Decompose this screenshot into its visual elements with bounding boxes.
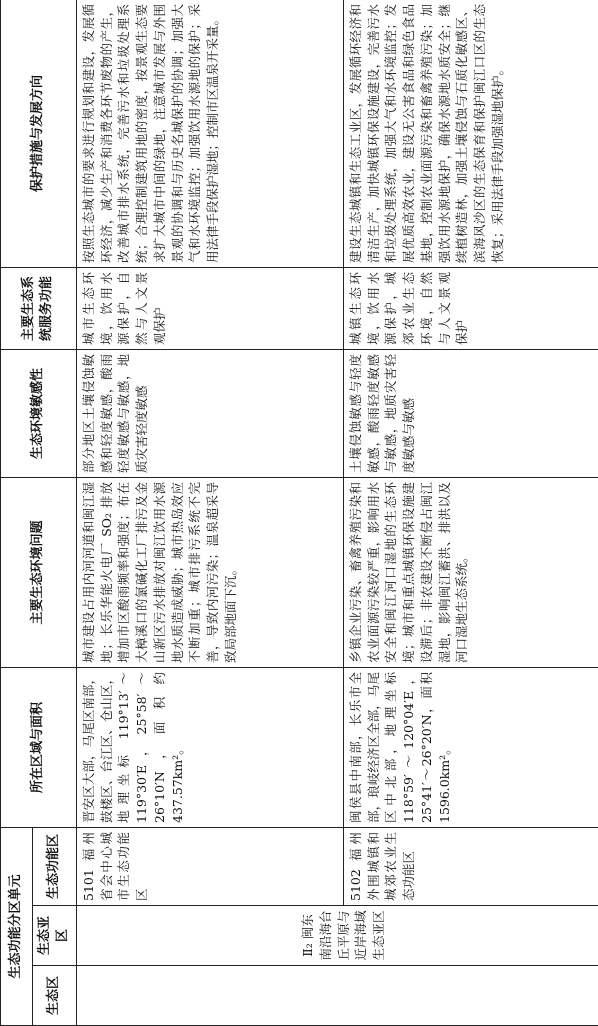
measures-cell: 按照生态城市的要求进行规划和建设，发展循环经济，减少生产和消费各环节废物的产生，改善城市排水系统，完善污水和垃圾处理系统；合理控制建筑用地的密度，按景观生态要求扩大城市中间的绿地，注意城市发展与外围景观的协调和与历史名城保护的协调；加强大气和水环境监控；加强饮用水源地的保护；采用法律手段保护湿地；控制市区温泉开采量。 (76, 0, 343, 268)
region-cell (76, 966, 598, 1026)
header-problems: 主要生态环境问题 (1, 478, 77, 668)
header-services: 主要生态系统服务功能 (1, 268, 77, 350)
header-region: 生态区 (33, 966, 77, 1026)
subregion-name: Ⅱ₂ 闽东南沿海台丘平原与近岸海域生态亚区 (300, 910, 387, 961)
header-unit: 生态功能分区单元 (1, 828, 33, 1026)
measures-cell: 建设生态城镇和生态工业区，发展循环经济和清洁生产，加快城镇环保设施建设，完善污水和垃圾处理系统，加强大气和水环境监控；发展优质高效农业，建设无公害食品和绿色食品基地，控制农业面源污染和畜禽养殖污染；加强饮用水源地保护，确保水源地水质安全；继续植树造林，加强土壤侵蚀与石质化敏感区、滨海风沙区的生态保育和保护闽江口区的生态恢复；采用法律手段加强湿地保护。 (343, 0, 598, 268)
problems-cell: 乡镇企业污染、畜禽养殖污染和农业面源污染较严重，影响用水安全和闽江河口湿地的生态环境；城市和重点城镇环保设施建设滞后；非农建设不断侵占闽江湿地，影响闽江蓄洪、排洪以及河口湿地生态系统。 (343, 478, 598, 668)
location-cell: 晋安区大部，马尾区南部，鼓楼区、台江区、仓山区，地理坐标 119°13′～119°30′E，25°58′～26°10′N，面积约437.57km²。 (76, 668, 343, 828)
header-location: 所在区域与面积 (1, 668, 77, 828)
header-measures: 保护措施与发展方向 (1, 0, 77, 268)
subregion-cell (76, 906, 598, 966)
sensitivity-cell: 土壤侵蚀敏感与轻度敏感，酸雨轻度敏感与敏感，地质灾害轻度敏感与敏感 (343, 350, 598, 478)
table-row (343, 0, 598, 1026)
header-subregion: 生态亚区 (33, 906, 77, 966)
services-cell: 城镇生态环境，饮用水源保护，城郊农业生态环境，自然与人文景观保护 (343, 268, 598, 350)
location-cell: 闽侯县中南部，长乐市全部，琅岐经济区全部，马尾区中北部，地理坐标 118°59′～120°04′E，25°41′～26°20′N，面积1596.0km²。 (343, 668, 598, 828)
zone-cell: 5101 福州省会中心城市生态功能区 (76, 828, 343, 906)
header-sensitivity: 生态环境敏感性 (1, 350, 77, 478)
sensitivity-cell: 部分地区土壤侵蚀敏感和轻度敏感，酸雨轻度敏感与敏感，地质灾害轻度敏感 (76, 350, 343, 478)
services-cell: 城市生态环境，饮用水源保护，自然与人文景观保护 (76, 268, 343, 350)
table-row (76, 0, 343, 1026)
header-zone: 生态功能区 (33, 828, 77, 906)
problems-cell: 城市建设占用内河河道和闽江湿地；长乐华能火电厂 SO₂ 排放增加市区酸雨频率和强度；布在大樟溪口的氯碱化工厂排污及金山新区污水排放对闽江饮用水源地水质造成威胁；城市热岛效应不断加重；城市排污系统不完善，导致内河污染；温泉超采导致局部地面下沉。 (76, 478, 343, 668)
zone-cell: 5102 福州外围城镇和城郊农业生态功能区 (343, 828, 598, 906)
